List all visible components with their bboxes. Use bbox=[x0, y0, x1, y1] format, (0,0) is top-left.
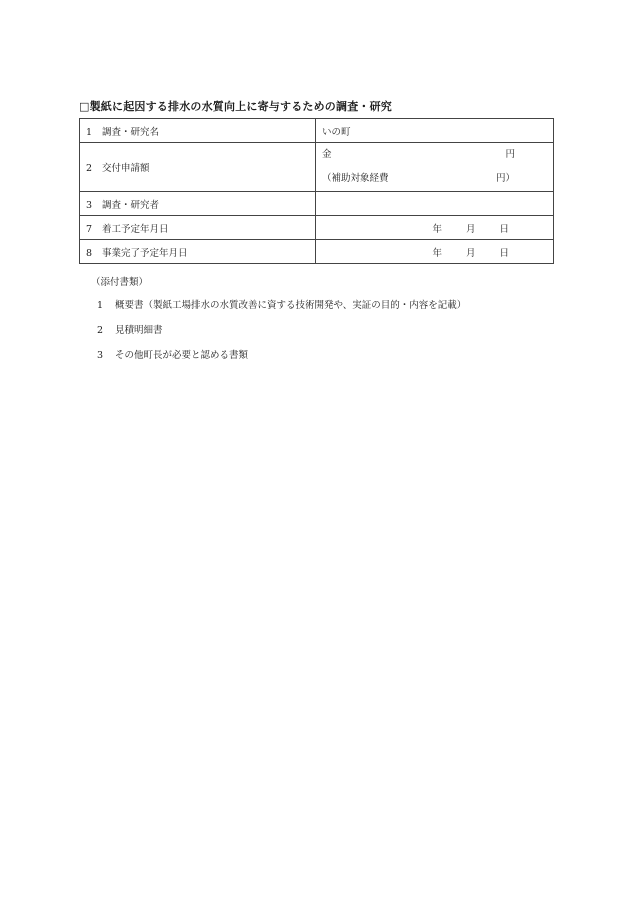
row-number: 8 bbox=[86, 247, 93, 259]
row-label: 調査・研究者 bbox=[102, 199, 160, 211]
row-label-cell bbox=[80, 119, 316, 143]
day-label: 日 bbox=[499, 223, 509, 235]
row-label: 着工予定年月日 bbox=[102, 223, 169, 235]
attachment-text: その他町長が必要と認める書類 bbox=[115, 350, 249, 361]
research-name-value: いの町 bbox=[316, 119, 554, 143]
list-item bbox=[97, 347, 466, 372]
amount-prefix: 金 bbox=[322, 149, 332, 160]
row-number: 1 bbox=[86, 126, 93, 138]
year-label: 年 bbox=[432, 223, 442, 235]
row-label-cell bbox=[80, 143, 316, 192]
researcher-value bbox=[316, 192, 554, 216]
row-number: 2 bbox=[86, 163, 93, 174]
row-number: 7 bbox=[86, 223, 93, 235]
table-row bbox=[80, 143, 554, 192]
table-row bbox=[80, 192, 554, 216]
table-row bbox=[80, 119, 554, 143]
amount-unit: 円 bbox=[505, 149, 515, 160]
row-label-cell bbox=[80, 240, 316, 264]
table-row bbox=[80, 216, 554, 240]
attachment-number: 2 bbox=[97, 325, 104, 336]
row-label-cell bbox=[80, 192, 316, 216]
month-label: 月 bbox=[465, 247, 476, 259]
row-label-cell bbox=[80, 216, 316, 240]
list-item bbox=[97, 297, 466, 322]
attachment-text: 概要書（製紙工場排水の水質改善に資する技術開発や、実証の目的・内容を記載） bbox=[115, 300, 467, 311]
subsidy-line bbox=[322, 167, 553, 191]
start-date-cell bbox=[316, 216, 554, 240]
application-table bbox=[79, 118, 554, 264]
month-label: 月 bbox=[465, 223, 476, 235]
row-number: 3 bbox=[86, 199, 93, 211]
attachment-number: 1 bbox=[97, 300, 104, 311]
amount-cell bbox=[316, 143, 554, 192]
completion-date-cell bbox=[316, 240, 554, 264]
attachments-title: （添付書類） bbox=[91, 277, 149, 288]
year-label: 年 bbox=[432, 247, 442, 259]
list-item bbox=[97, 322, 466, 347]
row-label: 交付申請額 bbox=[102, 163, 150, 174]
attachment-number: 3 bbox=[97, 350, 104, 361]
row-label: 調査・研究名 bbox=[102, 126, 160, 138]
attachments-list bbox=[97, 297, 466, 372]
row-label: 事業完了予定年月日 bbox=[102, 247, 188, 259]
document-heading: □製紙に起因する排水の水質向上に寄与するための調査・研究 bbox=[79, 100, 392, 113]
amount-line bbox=[322, 143, 553, 167]
day-label: 日 bbox=[499, 247, 509, 259]
subsidy-unit: 円） bbox=[495, 173, 515, 184]
table-row bbox=[80, 240, 554, 264]
subsidy-prefix: （補助対象経費 bbox=[322, 173, 389, 184]
attachment-text: 見積明細書 bbox=[115, 325, 163, 336]
